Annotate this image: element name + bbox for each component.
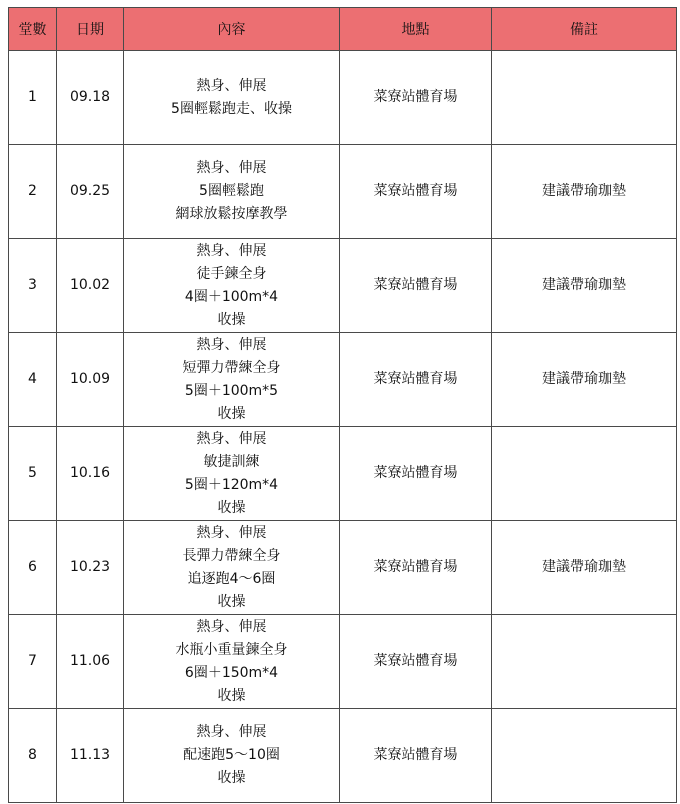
note-cell: 建議帶瑜珈墊 bbox=[492, 521, 677, 615]
content-line: 追逐跑4～6圈 bbox=[187, 570, 276, 587]
content-line: 短彈力帶練全身 bbox=[182, 359, 281, 376]
content-line: 熱身、伸展 bbox=[196, 160, 267, 176]
session-no-cell: 6 bbox=[9, 521, 57, 615]
content-line: 收操 bbox=[217, 593, 246, 610]
session-no-cell: 5 bbox=[9, 427, 57, 521]
content-line: 熱身、伸展 bbox=[196, 724, 267, 740]
content-cell bbox=[124, 709, 340, 803]
session-no-cell: 7 bbox=[9, 615, 57, 709]
location-cell: 菜寮站體育場 bbox=[340, 239, 492, 333]
note-cell: 建議帶瑜珈墊 bbox=[492, 333, 677, 427]
content-line: 網球放鬆按摩教學 bbox=[175, 206, 288, 222]
session-no-cell: 2 bbox=[9, 145, 57, 239]
session-no-cell: 8 bbox=[9, 709, 57, 803]
content-cell bbox=[124, 145, 340, 239]
table-row bbox=[9, 333, 677, 427]
schedule-table bbox=[8, 7, 677, 803]
note-cell: 建議帶瑜珈墊 bbox=[492, 145, 677, 239]
content-line: 收操 bbox=[217, 687, 246, 704]
content-line: 水瓶小重量鍊全身 bbox=[175, 641, 288, 658]
location-cell: 菜寮站體育場 bbox=[340, 615, 492, 709]
content-line: 熱身、伸展 bbox=[196, 524, 267, 541]
table-row bbox=[9, 709, 677, 803]
content-line: 敏捷訓練 bbox=[203, 453, 260, 470]
content-line: 長彈力帶練全身 bbox=[182, 547, 281, 564]
table-row bbox=[9, 51, 677, 145]
session-no-cell: 4 bbox=[9, 333, 57, 427]
note-cell bbox=[492, 51, 677, 145]
session-no-cell: 1 bbox=[9, 51, 57, 145]
note-cell: 建議帶瑜珈墊 bbox=[492, 239, 677, 333]
content-line: 5圈＋100m*5 bbox=[184, 382, 279, 399]
date-cell: 10.02 bbox=[57, 239, 124, 333]
content-cell bbox=[124, 521, 340, 615]
date-cell: 09.18 bbox=[57, 51, 124, 145]
location-cell: 菜寮站體育場 bbox=[340, 51, 492, 145]
table-body bbox=[9, 51, 677, 803]
date-cell: 11.13 bbox=[57, 709, 124, 803]
table-row bbox=[9, 427, 677, 521]
session-no-cell: 3 bbox=[9, 239, 57, 333]
content-cell bbox=[124, 615, 340, 709]
content-line: 熱身、伸展 bbox=[196, 430, 267, 447]
date-cell: 10.23 bbox=[57, 521, 124, 615]
content-line: 收操 bbox=[217, 770, 246, 786]
content-line: 熱身、伸展 bbox=[196, 336, 267, 353]
table-row bbox=[9, 145, 677, 239]
content-line: 收操 bbox=[217, 311, 246, 328]
note-cell bbox=[492, 615, 677, 709]
note-cell bbox=[492, 709, 677, 803]
content-line: 配速跑5～10圈 bbox=[183, 747, 280, 763]
location-cell: 菜寮站體育場 bbox=[340, 427, 492, 521]
content-cell bbox=[124, 51, 340, 145]
location-cell: 菜寮站體育場 bbox=[340, 145, 492, 239]
content-line: 熱身、伸展 bbox=[196, 618, 267, 635]
content-line: 徒手鍊全身 bbox=[196, 265, 267, 282]
content-line: 4圈＋100m*4 bbox=[184, 288, 279, 305]
date-cell: 10.16 bbox=[57, 427, 124, 521]
content-line: 收操 bbox=[217, 499, 246, 516]
date-cell: 10.09 bbox=[57, 333, 124, 427]
date-cell: 11.06 bbox=[57, 615, 124, 709]
content-line: 5圈＋120m*4 bbox=[184, 476, 279, 493]
header-session-no: 堂數 bbox=[9, 8, 57, 51]
header-content: 內容 bbox=[124, 8, 340, 51]
content-cell bbox=[124, 427, 340, 521]
header-location: 地點 bbox=[340, 8, 492, 51]
header-date: 日期 bbox=[57, 8, 124, 51]
content-cell bbox=[124, 333, 340, 427]
content-line: 熱身、伸展 bbox=[196, 77, 267, 94]
header-note: 備註 bbox=[492, 8, 677, 51]
content-line: 熱身、伸展 bbox=[196, 242, 267, 259]
table-row bbox=[9, 239, 677, 333]
location-cell: 菜寮站體育場 bbox=[340, 333, 492, 427]
content-cell bbox=[124, 239, 340, 333]
location-cell: 菜寮站體育場 bbox=[340, 709, 492, 803]
table-row bbox=[9, 521, 677, 615]
note-cell bbox=[492, 427, 677, 521]
content-line: 6圈＋150m*4 bbox=[184, 664, 279, 681]
content-line: 5圈輕鬆跑走、收操 bbox=[171, 100, 292, 117]
table-row bbox=[9, 615, 677, 709]
content-line: 收操 bbox=[217, 405, 246, 422]
location-cell: 菜寮站體育場 bbox=[340, 521, 492, 615]
content-line: 5圈輕鬆跑 bbox=[199, 183, 264, 199]
header-row bbox=[9, 8, 677, 51]
date-cell: 09.25 bbox=[57, 145, 124, 239]
